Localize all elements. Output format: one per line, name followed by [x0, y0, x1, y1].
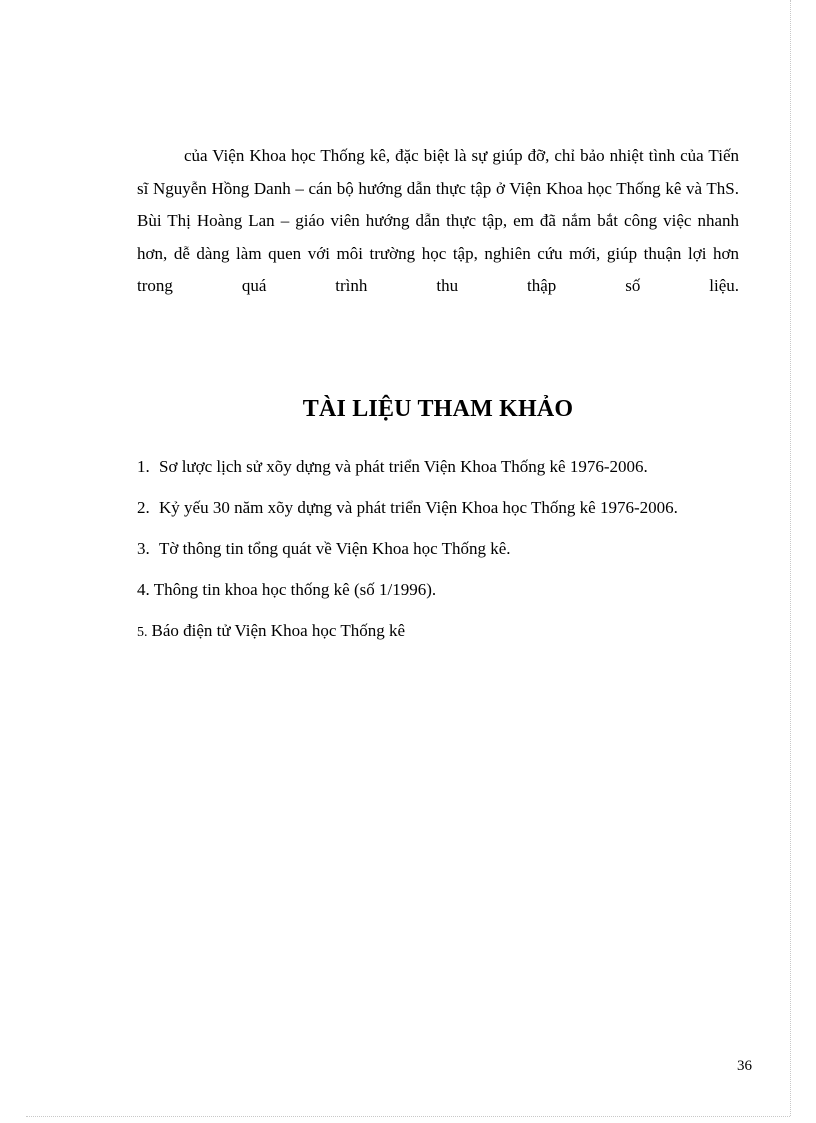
reference-number: 5. — [137, 625, 148, 640]
reference-item — [137, 574, 737, 606]
reference-number: 2. — [137, 498, 150, 517]
references-heading: TÀI LIỆU THAM KHẢO — [302, 396, 574, 422]
page-number: 36 — [737, 1058, 752, 1074]
reference-text: Tờ thông tin tổng quát về Viện Khoa học Thống kê. — [159, 539, 511, 558]
reference-list — [137, 451, 737, 658]
reference-text: Sơ lược lịch sử xõy dựng và phát triển Viện Khoa Thống kê 1976-2006. — [159, 457, 648, 476]
reference-item — [137, 451, 737, 483]
page-border-bottom — [26, 1116, 790, 1117]
reference-text: Thông tin khoa học thống kê (số 1/1996). — [153, 580, 437, 599]
reference-item — [137, 615, 737, 649]
body-paragraph: của Viện Khoa học Thống kê, đặc biệt là sự giúp đỡ, chỉ bảo nhiệt tình của Tiến sĩ Nguyễn Hồng Danh – cán bộ hướng dẫn thực tập ở Viện Khoa học Thống kê và ThS. Bùi Thị Hoàng Lan – giáo viên hướng dẫn thực tập, em đã nắm bắt công việc nhanh hơn, dễ dàng làm quen với môi trường học tập, nghiên cứu mới, giúp thuận lợi hơn trong quá trình thu thập số liệu. — [137, 146, 739, 295]
reference-number: 1. — [137, 457, 150, 476]
page-border-right — [790, 0, 791, 1116]
reference-text: Kỷ yếu 30 năm xõy dựng và phát triển Viện Khoa học Thống kê 1976-2006. — [159, 498, 678, 517]
reference-number: 3. — [137, 539, 150, 558]
reference-item — [137, 533, 737, 565]
reference-item — [137, 492, 737, 524]
reference-number: 4. — [137, 580, 150, 599]
reference-text: Báo điện tử Viện Khoa học Thống kê — [151, 621, 406, 640]
